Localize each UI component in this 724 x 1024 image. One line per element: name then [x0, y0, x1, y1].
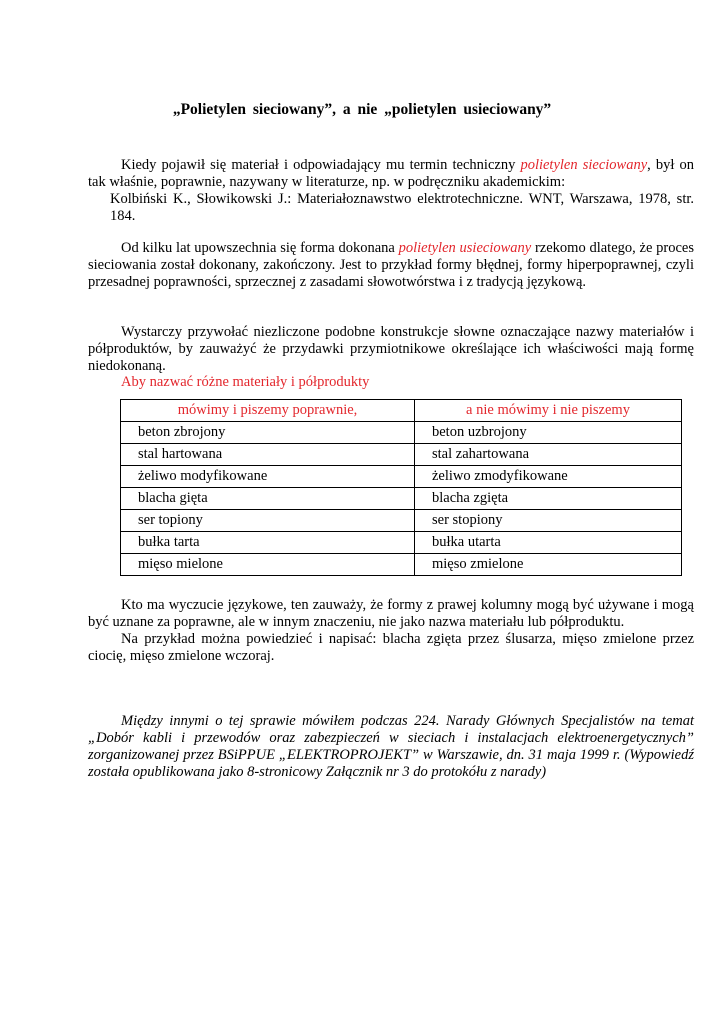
table-row	[121, 444, 682, 466]
cell-incorrect: bułka utarta	[415, 532, 682, 554]
table-header-row	[121, 400, 682, 422]
table-row	[121, 554, 682, 576]
table-caption: Aby nazwać różne materiały i półprodukty	[121, 374, 370, 390]
cell-incorrect: stal zahartowana	[415, 444, 682, 466]
cell-correct: żeliwo modyfikowane	[121, 466, 415, 488]
table-row	[121, 422, 682, 444]
paragraph-przyklad: Na przykład można powiedzieć i napisać: blacha zgięta przez ślusarza, mięso zmielone przez ciocię, mięso zmielone wczoraj.	[88, 631, 694, 664]
table-row	[121, 488, 682, 510]
cell-incorrect: żeliwo zmodyfikowane	[415, 466, 682, 488]
cell-correct: stal hartowana	[121, 444, 415, 466]
cell-correct: beton zbrojony	[121, 422, 415, 444]
header-correct: mówimy i piszemy poprawnie,	[121, 400, 415, 422]
paragraph-dokonana-text-end: rzekomo dlatego, że proces sieciowania został dokonany, zakończony. Jest to przykład formy błędnej, formy hiperpoprawnej, czyli przesadnej poprawności, sprzecznej z zasadami słowotwórstwa i z tradycją językową.	[88, 240, 695, 290]
cell-incorrect: ser stopiony	[415, 510, 682, 532]
paragraph-intro-text-end: , był on tak właśnie, poprawnie, nazywany w literaturze, np. w podręczniku akademickim:	[88, 157, 694, 190]
term-polietylen-usieciowany: polietylen usieciowany	[398, 240, 532, 256]
term-polietylen-sieciowany: polietylen sieciowany	[520, 157, 648, 173]
paragraph-intro	[88, 157, 694, 191]
terms-table	[120, 399, 682, 576]
literature-reference: Kolbiński K., Słowikowski J.: Materiałoznawstwo elektrotechniczne. WNT, Warszawa, 1978, str. 184.	[110, 191, 694, 224]
cell-correct: ser topiony	[121, 510, 415, 532]
paragraph-intro-text: Kiedy pojawił się materiał i odpowiadający mu termin techniczny	[121, 157, 521, 173]
cell-correct: mięso mielone	[121, 554, 415, 576]
header-incorrect: a nie mówimy i nie piszemy	[415, 400, 682, 422]
cell-correct: bułka tarta	[121, 532, 415, 554]
cell-incorrect: blacha zgięta	[415, 488, 682, 510]
table-row	[121, 532, 682, 554]
cell-incorrect: mięso zmielone	[415, 554, 682, 576]
paragraph-dokonana-text: Od kilku lat upowszechnia się forma dokonana	[121, 240, 399, 256]
paragraph-konstrukcje: Wystarczy przywołać niezliczone podobne konstrukcje słowne oznaczające nazwy materiałów i półproduktów, by zauważyć że przydawki przymiotnikowe określające ich właściwości mają formę niedokonaną.	[88, 324, 694, 374]
table-row	[121, 510, 682, 532]
table-row	[121, 466, 682, 488]
paragraph-wyczucie: Kto ma wyczucie językowe, ten zauważy, że formy z prawej kolumny mogą być używane i mogą być uznane za poprawne, ale w innym znaczeniu, nie jako nazwa materiału lub półproduktu.	[88, 597, 694, 630]
footnote-narada: Między innymi o tej sprawie mówiłem podczas 224. Narady Głównych Specjalistów na temat „Dobór kabli i przewodów oraz zabezpieczeń w sieciach i instalacjach elektroenergetycznych” zorganizowanej przez BSiPPUE „ELEKTROPROJEKT” w Warszawie, dn. 31 maja 1999 r. (Wypowiedź została opublikowana jako 8-stronicowy Załącznik nr 3 do protokółu z narady)	[88, 713, 694, 780]
cell-incorrect: beton uzbrojony	[415, 422, 682, 444]
paragraph-dokonana	[88, 240, 694, 291]
cell-correct: blacha gięta	[121, 488, 415, 510]
page-title: „Polietylen sieciowany”, a nie „polietylen usieciowany”	[172, 101, 552, 118]
